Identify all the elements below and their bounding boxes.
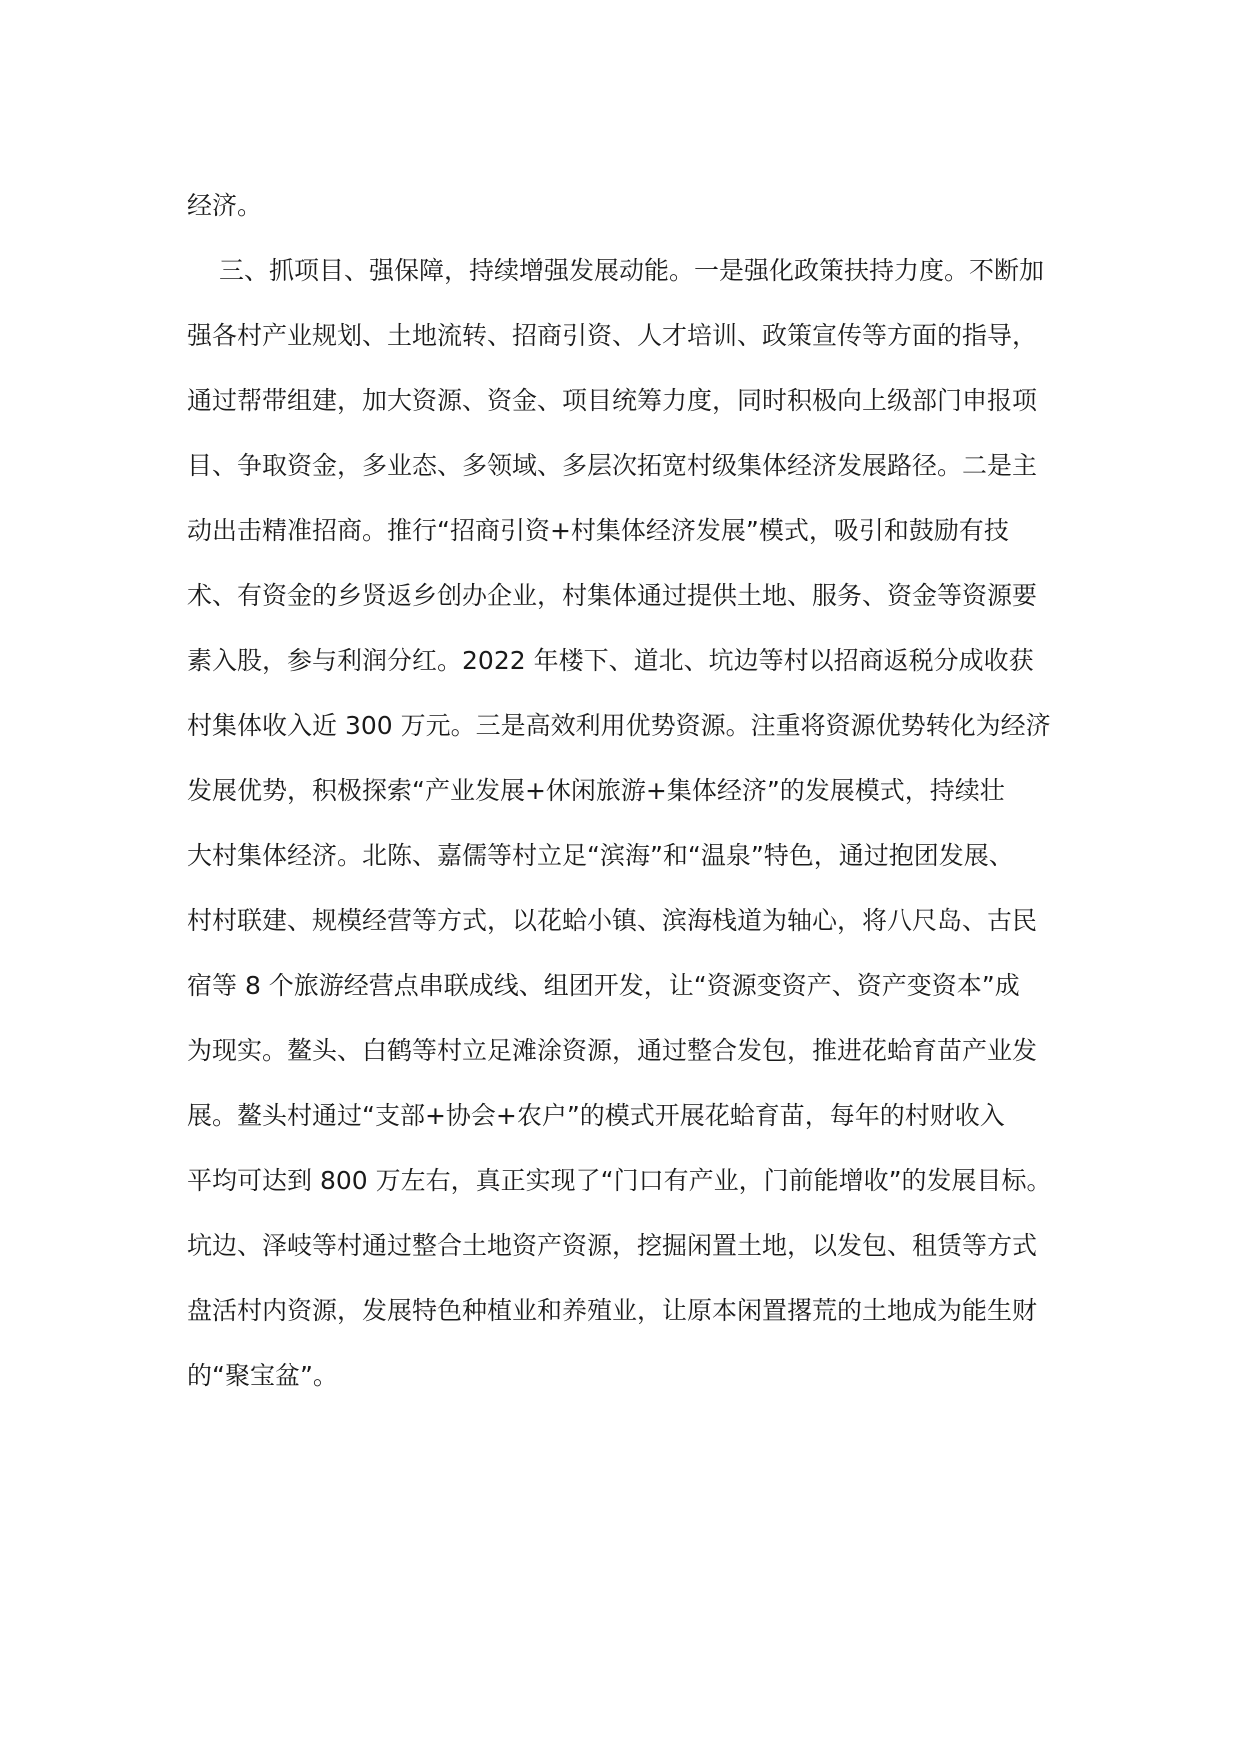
text-line: 动出击精准招商。推行“招商引资+村集体经济发展”模式，吸引和鼓励有技 [187, 516, 1009, 545]
paragraph-first-line: 三、抓项目、强保障，持续增强发展动能。一是强化政策扶持力度。不断加 [219, 256, 1045, 285]
text-line: 强各村产业规划、土地流转、招商引资、人才培训、政策宣传等方面的指导， [187, 321, 1038, 350]
text-line: 术、有资金的乡贤返乡创办企业，村集体通过提供土地、服务、资金等资源要 [187, 581, 1038, 610]
text-line: 盘活村内资源，发展特色种植业和养殖业，让原本闲置撂荒的土地成为能生财 [187, 1296, 1038, 1325]
text-line: 目、争取资金，多业态、多领域、多层次拓宽村级集体经济发展路径。二是主 [187, 451, 1038, 480]
text-line: 素入股，参与利润分红。2022 年楼下、道北、坑边等村以招商返税分成收获 [187, 646, 1034, 675]
text-line: 宿等 8 个旅游经营点串联成线、组团开发，让“资源变资产、资产变资本”成 [187, 971, 1020, 1000]
text-line: 展。鳌头村通过“支部+协会+农户”的模式开展花蛤育苗，每年的村财收入 [187, 1101, 1005, 1130]
text-line: 平均可达到 800 万左右，真正实现了“门口有产业，门前能增收”的发展目标。 [187, 1166, 1052, 1195]
text-line: 通过帮带组建，加大资源、资金、项目统筹力度，同时积极向上级部门申报项 [187, 386, 1038, 415]
text-line: 村村联建、规模经营等方式，以花蛤小镇、滨海栈道为轴心，将八尺岛、古民 [187, 906, 1038, 935]
text-line: 发展优势，积极探索“产业发展+休闲旅游+集体经济”的发展模式，持续壮 [187, 776, 1005, 805]
text-line: 大村集体经济。北陈、嘉儒等村立足“滨海”和“温泉”特色，通过抱团发展、 [187, 841, 1014, 870]
body-text [187, 173, 1067, 1408]
text-line: 村集体收入近 300 万元。三是高效利用优势资源。注重将资源优势转化为经济 [187, 711, 1051, 740]
text-line: 坑边、泽岐等村通过整合土地资产资源，挖掘闲置土地，以发包、租赁等方式 [187, 1231, 1038, 1260]
text-line: 经济。 [187, 191, 263, 220]
text-line: 的“聚宝盆”。 [187, 1361, 338, 1390]
text-line: 为现实。鳌头、白鹤等村立足滩涂资源，通过整合发包，推进花蛤育苗产业发 [187, 1036, 1038, 1065]
